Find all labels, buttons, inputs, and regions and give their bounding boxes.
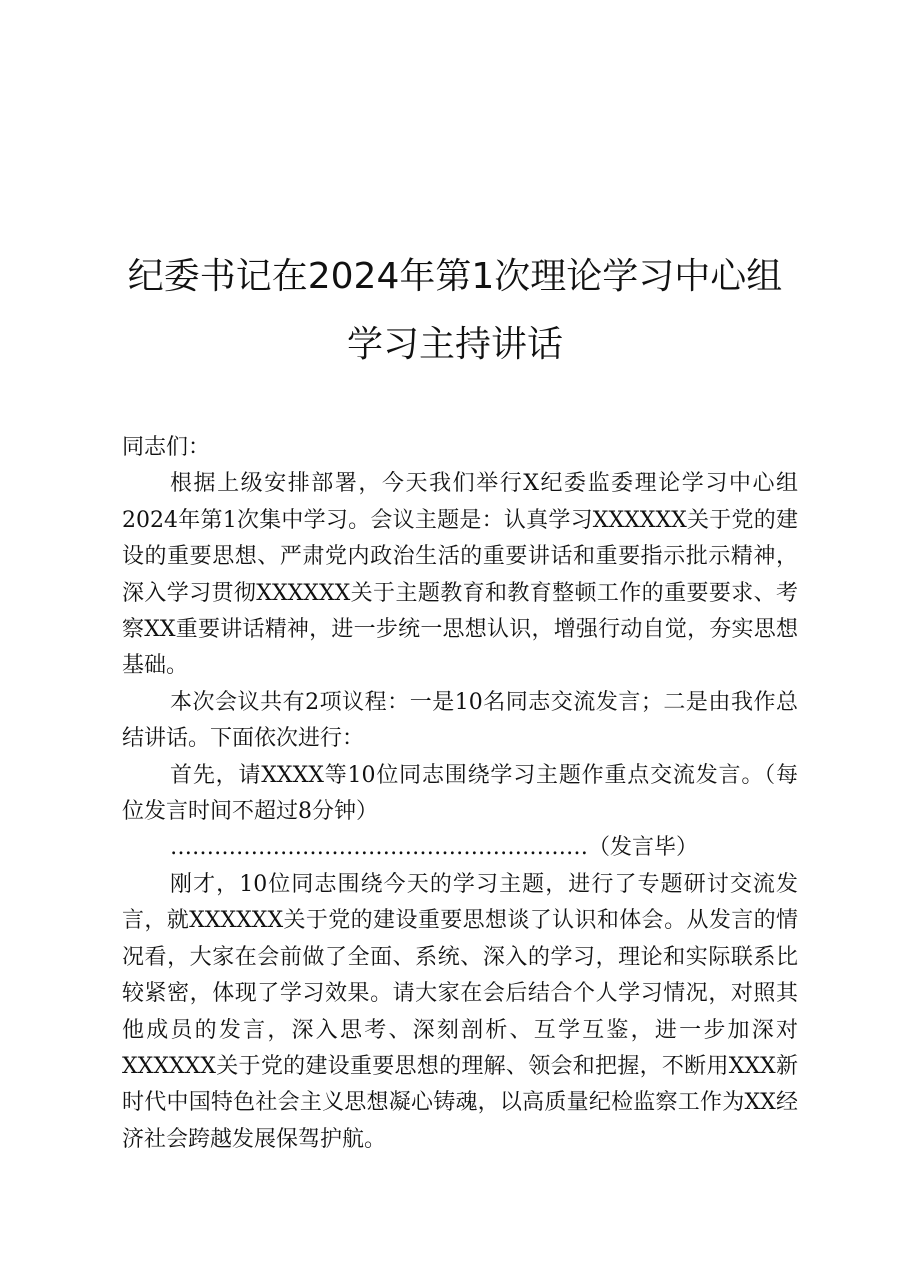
- document-title: 纪委书记在2024年第1次理论学习中心组学习主持讲话: [127, 256, 783, 365]
- paragraph-agenda: 本次会议共有2项议程：一是10名同志交流发言；二是由我作总结讲话。下面依次进行：: [122, 689, 798, 752]
- document-body: [122, 430, 798, 1158]
- paragraph-intro: 根据上级安排部署，今天我们举行X纪委监委理论学习中心组2024年第1次集中学习。会议主题是：认真学习XXXXXX关于党的建设的重要思想、严肃党内政治生活的重要讲话和重要指示批示精神，深入学习贯彻XXXXXX关于主题教育和教育整顿工作的重要要求、考察XX重要讲话精神，进一步统一思想认识，增强行动自觉，夯实思想基础。: [122, 471, 798, 679]
- greeting: 同志们：: [122, 435, 211, 460]
- paragraph-summary: 刚才，10位同志围绕今天的学习主题，进行了专题研讨交流发言，就XXXXXX关于党的建设重要思想谈了认识和体会。从发言的情况看，大家在会前做了全面、系统、深入的学习，理论和实际联系比较紧密，体现了学习效果。请大家在会后结合个人学习情况，对照其他成员的发言，深入思考、深刻剖析、互学互鉴，进一步加深对XXXXXX关于党的建设重要思想的理解、领会和把握，不断用XXX新时代中国特色社会主义思想凝心铸魂，以高质量纪检监察工作为XX经济社会跨越发展保驾护航。: [122, 871, 798, 1152]
- paragraph-speakers: 首先，请XXXX等10位同志围绕学习主题作重点交流发言。（每位发言时间不超过8分钟）: [122, 762, 798, 825]
- paragraph-speech-end: …………………………………………………（发言毕）: [170, 835, 699, 861]
